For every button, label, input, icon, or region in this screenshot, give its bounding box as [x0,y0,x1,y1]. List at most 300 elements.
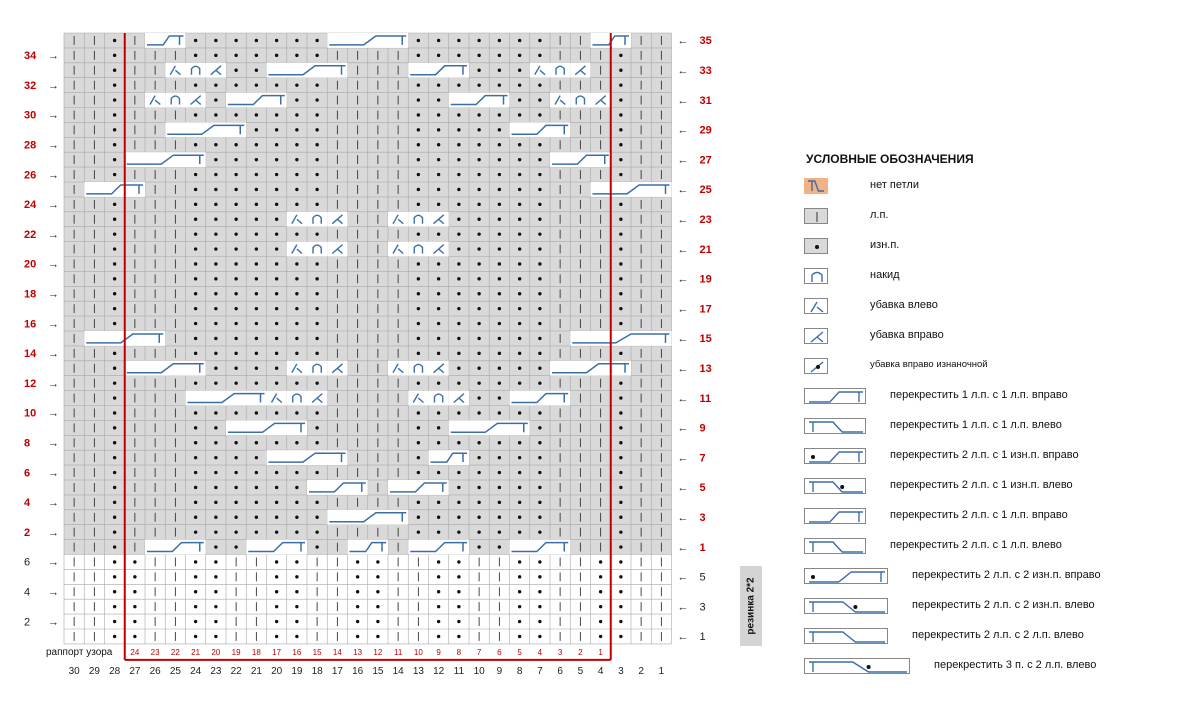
column-number: 18 [311,665,323,677]
purl-stitch [619,128,622,131]
legend-symbol-stroke [809,512,863,522]
purl-stitch [214,113,217,116]
row-number-left: 18 [24,288,37,301]
purl-stitch [518,605,521,608]
purl-stitch [457,620,460,623]
row-arrow-right: → [48,318,59,331]
purl-stitch [477,247,480,250]
purl-stitch [315,337,318,340]
row-arrow-left: ← [677,511,689,524]
purl-stitch [194,471,197,474]
purl-stitch [113,486,116,489]
purl-stitch [255,441,258,444]
row-arrow-right: → [48,348,59,361]
legend-label: убавка вправо [870,329,944,341]
column-number: 4 [597,665,604,677]
row-number-right: 29 [699,124,712,137]
purl-stitch [214,54,217,57]
row-number-left: 34 [24,50,37,63]
purl-stitch [498,83,501,86]
purl-stitch [214,188,217,191]
purl-stitch [194,113,197,116]
cross-3-2-left-icon [804,658,910,674]
purl-stitch [275,83,278,86]
row-number-left: 8 [24,437,31,450]
purl-stitch [113,247,116,250]
row-arrow-left: ← [677,631,689,644]
purl-stitch [315,516,318,519]
purl-stitch [133,635,136,638]
purl-stitch [417,501,420,504]
purl-stitch [619,322,622,325]
purl-stitch [194,173,197,176]
purl-stitch [255,113,258,116]
purl-stitch [113,98,116,101]
column-number: 21 [250,665,262,677]
purl-stitch [619,69,622,72]
purl-stitch [437,158,440,161]
purl-stitch [275,218,278,221]
purl-stitch [498,277,501,280]
purl-stitch [457,143,460,146]
purl-stitch [275,113,278,116]
purl-stitch [457,486,460,489]
purl-stitch [457,173,460,176]
purl-stitch [518,471,521,474]
purl-stitch [214,39,217,42]
purl-stitch [437,292,440,295]
cable-cell [570,331,671,346]
purl-stitch [113,560,116,563]
yarn-over-cell [307,212,327,227]
purl-stitch [437,128,440,131]
purl-stitch [477,203,480,206]
legend-label: перекрестить 2 л.п. с 1 л.п. влево [890,539,1062,551]
purl-stitch [437,39,440,42]
row-arrow-right: → [48,616,59,629]
column-number: 24 [190,665,202,677]
row-number-right: 3 [699,511,706,524]
cable-cell [145,540,206,555]
cross-2-1-right-icon [804,508,866,524]
purl-stitch [214,381,217,384]
purl-stitch [457,262,460,265]
legend-symbol-dot [853,605,857,609]
purl-stitch [518,352,521,355]
column-number: 11 [453,665,465,677]
purl-stitch [376,590,379,593]
purl-stitch [295,471,298,474]
row-number-left: 14 [24,348,37,361]
purl-stitch [255,307,258,310]
purl-stitch [417,277,420,280]
legend-symbol-stroke [809,392,863,402]
purl-stitch [234,501,237,504]
purl-stitch [295,575,298,578]
purl-stitch [113,471,116,474]
purl-stitch [234,471,237,474]
cross-1-1-left-icon [804,418,866,434]
purl-stitch [214,426,217,429]
purl-stitch [113,143,116,146]
purl-stitch [295,39,298,42]
purl-stitch [214,545,217,548]
purl-stitch [457,471,460,474]
row-number-right: 23 [699,213,712,226]
purl-stitch [194,262,197,265]
purl-stitch [518,292,521,295]
purl-stitch [194,247,197,250]
purl-stitch [255,203,258,206]
repeat-number: 21 [191,647,201,657]
purl-stitch [113,232,116,235]
cable-cell [408,63,469,78]
purl-stitch [538,560,541,563]
purl-stitch [275,605,278,608]
yarn-over-cell [287,391,307,406]
purl-stitch [315,143,318,146]
column-number: 30 [68,665,80,677]
purl-stitch [234,113,237,116]
cross-2k-2p-right-icon [804,568,888,584]
purl-stitch [315,411,318,414]
column-number: 13 [412,665,424,677]
purl-stitch [214,277,217,280]
purl-stitch [295,590,298,593]
repeat-number: 5 [517,647,522,657]
row-number-left: 12 [24,377,37,390]
rib-label: резинка 2*2 [745,577,757,635]
purl-stitch [437,575,440,578]
purl-stitch [437,232,440,235]
purl-stitch [518,247,521,250]
purl-stitch [234,352,237,355]
purl-stitch [457,352,460,355]
repeat-number: 17 [272,647,282,657]
purl-stitch [376,575,379,578]
purl-stitch [518,113,521,116]
purl-stitch [538,113,541,116]
purl-stitch [275,292,278,295]
purl-stitch [518,173,521,176]
purl-stitch [518,83,521,86]
purl-stitch [538,247,541,250]
purl-stitch [113,292,116,295]
cable-cell [550,361,631,376]
purl-stitch [113,54,116,57]
purl-stitch [498,501,501,504]
purl-stitch [457,635,460,638]
repeat-number: 19 [231,647,241,657]
purl-stitch [619,352,622,355]
row-number-left: 28 [24,139,37,152]
purl-stitch [498,396,501,399]
repeat-number: 23 [150,647,160,657]
purl-stitch [376,635,379,638]
purl-stitch [194,381,197,384]
legend-symbol-dot [815,245,819,249]
cable-cell [84,182,145,197]
purl-stitch [457,83,460,86]
purl-stitch [113,203,116,206]
purl-stitch [498,188,501,191]
purl-stitch [194,575,197,578]
purl-stitch [498,530,501,533]
cable-cell [550,152,611,167]
legend-label: изн.п. [870,239,900,251]
cable-cell [226,420,307,435]
purl-stitch [477,128,480,131]
legend-label: убавка влево [870,299,938,311]
purl-stitch [437,113,440,116]
purl-stitch [194,307,197,310]
repeat-number: 2 [578,647,583,657]
purl-stitch [417,530,420,533]
purl-stitch [255,158,258,161]
purl-stitch [498,516,501,519]
purl-stitch [234,545,237,548]
row-arrow-right: → [48,109,59,122]
purl-stitch [315,232,318,235]
purl-stitch [457,218,460,221]
yarn-over-cell [408,361,428,376]
purl-stitch [214,158,217,161]
purl-stitch [214,501,217,504]
purl-stitch [437,143,440,146]
legend-label: перекрестить 2 л.п. с 2 изн.п. влево [912,599,1095,611]
purl-stitch [194,337,197,340]
purl-stitch [315,203,318,206]
column-number: 25 [169,665,181,677]
purl-stitch [437,203,440,206]
legend-symbol-stroke [809,452,863,462]
purl-stitch [255,292,258,295]
purl-stitch [437,322,440,325]
purl-stitch [538,83,541,86]
purl-stitch [477,545,480,548]
purl-stitch [477,530,480,533]
legend-symbol-stroke [811,302,823,312]
column-number: 8 [516,665,523,677]
repeat-number: 13 [353,647,363,657]
purl-stitch [518,337,521,340]
purl-stitch [194,83,197,86]
repeat-number: 18 [251,647,261,657]
purl-stitch [437,173,440,176]
purl-stitch [275,143,278,146]
purl-stitch [113,545,116,548]
purl-stitch [295,322,298,325]
purl-stitch [234,307,237,310]
purl-stitch [194,203,197,206]
purl-stitch [275,367,278,370]
purl-stitch [234,516,237,519]
yarn-over-cell [570,93,590,108]
column-number: 5 [577,665,584,677]
repeat-number: 10 [413,647,423,657]
purl-stitch [133,605,136,608]
repeat-number: 9 [436,647,441,657]
row-number-right: 1 [699,631,706,644]
column-number: 2 [638,665,644,677]
row-number-right: 33 [699,64,712,77]
row-arrow-left: ← [677,64,689,77]
purl-stitch [437,277,440,280]
purl-stitch [457,411,460,414]
purl-stitch [295,232,298,235]
purl-stitch [437,307,440,310]
purl-stitch [234,39,237,42]
row-number-right: 11 [699,392,712,405]
column-labels [69,666,665,677]
yarn-over-cell [307,242,327,257]
purl-stitch [457,113,460,116]
purl-stitch [477,471,480,474]
purl-stitch [518,441,521,444]
purl-stitch [498,218,501,221]
purl-stitch [498,39,501,42]
purl-stitch [498,381,501,384]
purl-stitch [457,54,460,57]
purl-stitch [437,501,440,504]
purl-stitch [113,426,116,429]
purl-stitch [194,590,197,593]
purl-stitch [498,441,501,444]
column-number: 14 [392,665,404,677]
purl-stitch [315,501,318,504]
purl-stitch [295,605,298,608]
purl-stitch [417,98,420,101]
purl-stitch [194,232,197,235]
purl-stitch [498,486,501,489]
purl-stitch [599,635,602,638]
yarn-over-cell [429,391,449,406]
purl-stitch [619,307,622,310]
purl-stitch [275,188,278,191]
purl-stitch [518,456,521,459]
purl-stitch [457,39,460,42]
purl-stitch [417,352,420,355]
row-number-left: 4 [24,497,31,510]
purl-stitch [194,352,197,355]
purl-stitch [437,471,440,474]
purl-stitch [214,232,217,235]
purl-stitch [194,322,197,325]
purl-stitch [275,307,278,310]
purl-stitch [113,218,116,221]
purl-stitch [538,232,541,235]
purl-stitch [538,39,541,42]
purl-stitch [275,54,278,57]
column-number: 3 [618,665,624,677]
purl-stitch [477,381,480,384]
row-arrow-right: → [48,288,59,301]
legend-label: перекрестить 2 л.п. с 2 изн.п. вправо [912,569,1101,581]
purl-stitch [133,620,136,623]
purl-stitch [538,54,541,57]
purl-stitch [214,83,217,86]
purl-stitch [619,173,622,176]
purl-stitch [619,83,622,86]
purl-stitch [234,411,237,414]
legend-label: перекрестить 2 л.п. с 1 изн.п. влево [890,479,1073,491]
purl-stitch [214,352,217,355]
purl-stitch [113,530,116,533]
purl-stitch [518,560,521,563]
purl-stitch [255,188,258,191]
purl-stitch [619,441,622,444]
purl-stitch [477,188,480,191]
purl-stitch [295,203,298,206]
purl-stitch [518,322,521,325]
row-arrow-left: ← [677,333,689,346]
purl-stitch [417,232,420,235]
purl-stitch [518,635,521,638]
purl-stitch [315,83,318,86]
row-number-right: 17 [699,303,712,316]
dec-right-purl-icon [804,358,828,374]
purl-stitch [477,367,480,370]
row-arrow-left: ← [677,35,689,48]
row-arrow-left: ← [677,243,689,256]
purl-stitch [295,158,298,161]
purl-stitch [295,486,298,489]
cable-cell [510,540,571,555]
legend-label: перекрестить 2 л.п. с 1 л.п. вправо [890,509,1068,521]
purl-stitch [194,501,197,504]
purl-stitch [457,516,460,519]
purl-stitch [599,590,602,593]
legend-symbol-stroke [808,181,824,191]
knit-icon [804,208,828,224]
purl-stitch [477,456,480,459]
purl-stitch [538,411,541,414]
purl-stitch [457,128,460,131]
purl-stitch [113,367,116,370]
purl-stitch [417,83,420,86]
purl-stitch [376,605,379,608]
legend-symbol-stroke [809,602,885,612]
purl-stitch [376,560,379,563]
legend-symbol-dot [811,575,815,579]
purl-stitch [619,501,622,504]
purl-stitch [518,203,521,206]
purl-stitch [255,337,258,340]
purl-stitch [214,530,217,533]
cable-cell [267,63,348,78]
purl-stitch [417,292,420,295]
purl-stitch [437,381,440,384]
repeat-number: 22 [170,647,180,657]
purl-stitch [113,69,116,72]
purl-stitch [457,322,460,325]
purl-stitch [295,441,298,444]
purl-stitch [214,620,217,623]
legend-title: УСЛОВНЫЕ ОБОЗНАЧЕНИЯ [806,152,974,166]
purl-stitch [498,456,501,459]
row-number-left: 16 [24,318,37,331]
purl-stitch [214,456,217,459]
purl-stitch [194,411,197,414]
purl-stitch [538,158,541,161]
purl-stitch [437,620,440,623]
purl-stitch [113,635,116,638]
repeat-number: 14 [332,647,342,657]
column-number: 23 [210,665,222,677]
row-arrow-right: → [48,258,59,271]
repeat-number: 8 [456,647,462,657]
purl-stitch [214,367,217,370]
